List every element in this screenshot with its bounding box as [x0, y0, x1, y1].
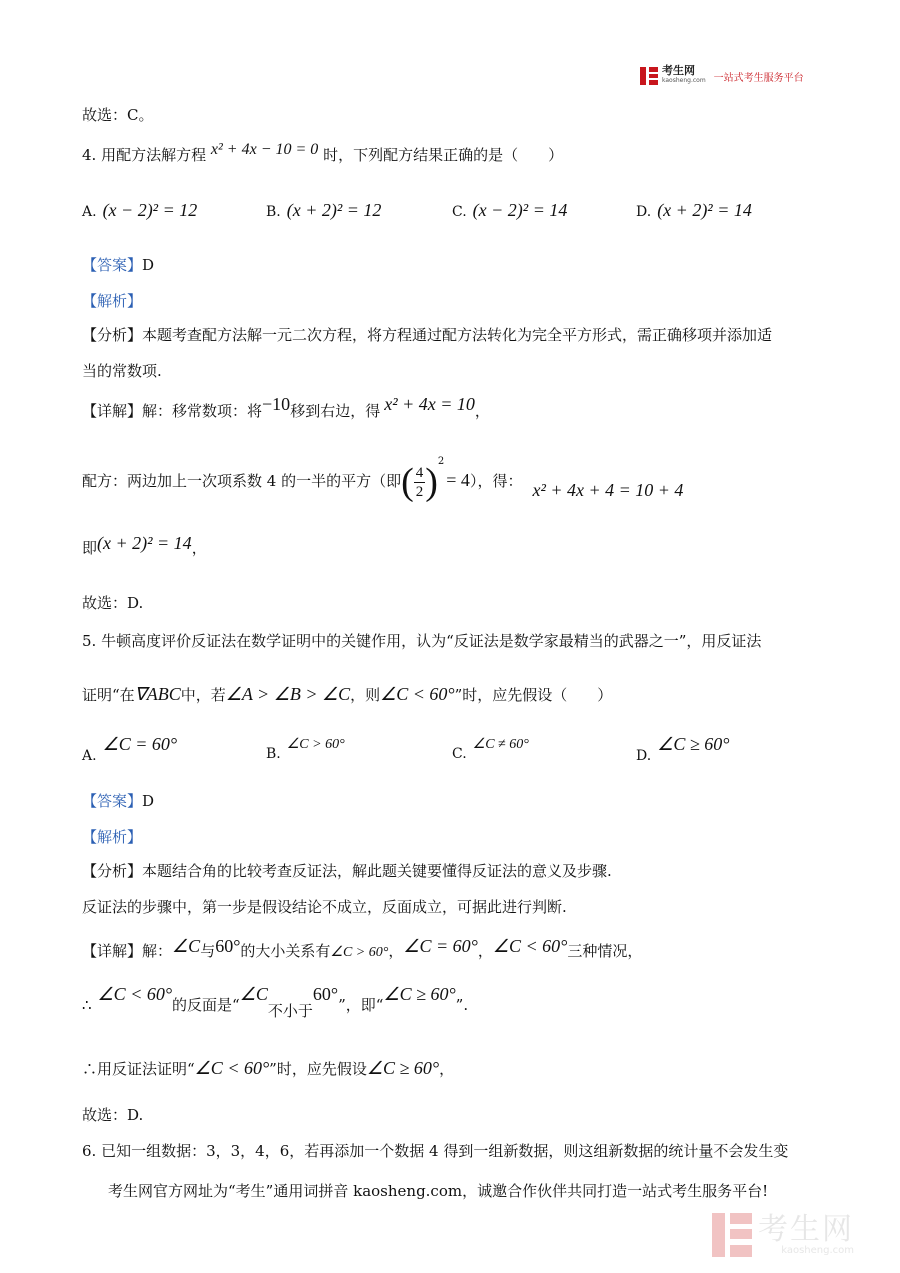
q6-stem: 6. 已知一组数据：3，3，4，6，若再添加一个数据 4 得到一组新数据，则这组新数据的统计量不会发生变 [82, 1142, 789, 1160]
watermark-brand: 考生网 [758, 1211, 854, 1247]
watermark-domain: kaosheng.com [781, 1244, 854, 1256]
q5-analysis-line2: 反证法的步骤中，第一步是假设结论不成立，反面成立，可据此进行判断. [82, 898, 567, 916]
q4-stem-post: 时，下列配方结果正确的是（ ） [323, 146, 564, 164]
q5-conclusion: 故选：D. [82, 1106, 144, 1124]
q4-conclusion: 故选：D. [82, 594, 144, 612]
q4-stem-pre: 用配方法解方程 [101, 146, 207, 164]
watermark [712, 1213, 854, 1257]
q5-therefore2: ∴用反证法证明“∠C < 60°”时，应先假设∠C ≥ 60°， [82, 1058, 455, 1078]
q4-option-c: C. (x − 2)² = 14 [452, 200, 568, 220]
q4-stem [82, 141, 564, 165]
q4-detail: 【详解】解：移常数项：将−10移到右边，得 x² + 4x = 10， [82, 394, 490, 420]
header-brand [640, 66, 804, 86]
header-slogan: 一站式考生服务平台 [713, 72, 804, 84]
q4-option-a: A. (x − 2)² = 12 [82, 200, 198, 220]
q4-option-d: D. (x + 2)² = 14 [636, 200, 752, 220]
q4-analysis-line1: 【分析】本题考查配方法解一元二次方程，将方程通过配方法转化为完全平方形式，需正确移项并添加适 [82, 326, 773, 344]
q4-equation: x² + 4x − 10 = 0 [210, 141, 319, 158]
q4-option-b: B. (x + 2)² = 12 [266, 200, 382, 220]
q4-analysis-line2: 当的常数项. [82, 362, 162, 380]
q3-conclusion: 故选：C。 [82, 106, 154, 124]
q5-analysis-line1: 【分析】本题结合角的比较考查反证法，解此题关键要懂得反证法的意义及步骤. [82, 862, 612, 880]
fraction-four-halves: $\frac{4}{2}$ [415, 464, 424, 500]
q4-so: 即(x + 2)² = 14， [82, 533, 207, 557]
q5-therefore1: ∴∠C < 60°的反面是“∠C不小于60°”，即“∠C ≥ 60°”. [82, 984, 469, 1020]
q5-option-d: D.∠C ≥ 60° [636, 734, 730, 764]
q5-answer-value: D [142, 792, 155, 810]
q4-number: 4. [82, 146, 97, 164]
q5-analysis-tag: 【解析】 [82, 828, 143, 846]
q5-option-a: A.∠C = 60° [82, 734, 178, 764]
q4-analysis-tag: 【解析】 [82, 292, 143, 310]
q5-answer [82, 790, 154, 811]
q4-answer-value: D [142, 256, 155, 274]
footer-note: 考生网官方网址为“考生”通用词拼音 kaosheng.com，诚邀合作伙伴共同打造一站式考生服务平台! [108, 1182, 769, 1200]
watermark-logo-icon [712, 1213, 752, 1257]
answer-tag: 【答案】 [82, 792, 143, 810]
q5-detail: 【详解】解：∠C与60°的大小关系有∠C > 60°，∠C = 60°，∠C < 60°三种情况， [82, 936, 643, 960]
q5-stem-line2: 证明“在∇ABC中，若∠A > ∠B > ∠C，则∠C < 60°”时，应先假设（ ） [82, 684, 613, 704]
q4-answer [82, 254, 154, 275]
q5-option-c: C.∠C ≠ 60° [452, 737, 529, 762]
answer-tag: 【答案】 [82, 256, 143, 274]
kaosheng-logo-icon [640, 67, 658, 85]
header-brand-text: 考生网 kaosheng.com [662, 64, 706, 84]
q5-option-b: B.∠C > 60° [266, 737, 345, 762]
q5-stem-line1: 5. 牛顿高度评价反证法在数学证明中的关键作用，认为“反证法是数学家最精当的武器之一”，用反证法 [82, 632, 762, 650]
q4-complete: 配方：两边加上一次项系数 4 的一半的平方（即( $\frac{4}{2}$ )$^2$= 4），得： x² + 4x + 4 = 10 + 4 [82, 456, 684, 503]
